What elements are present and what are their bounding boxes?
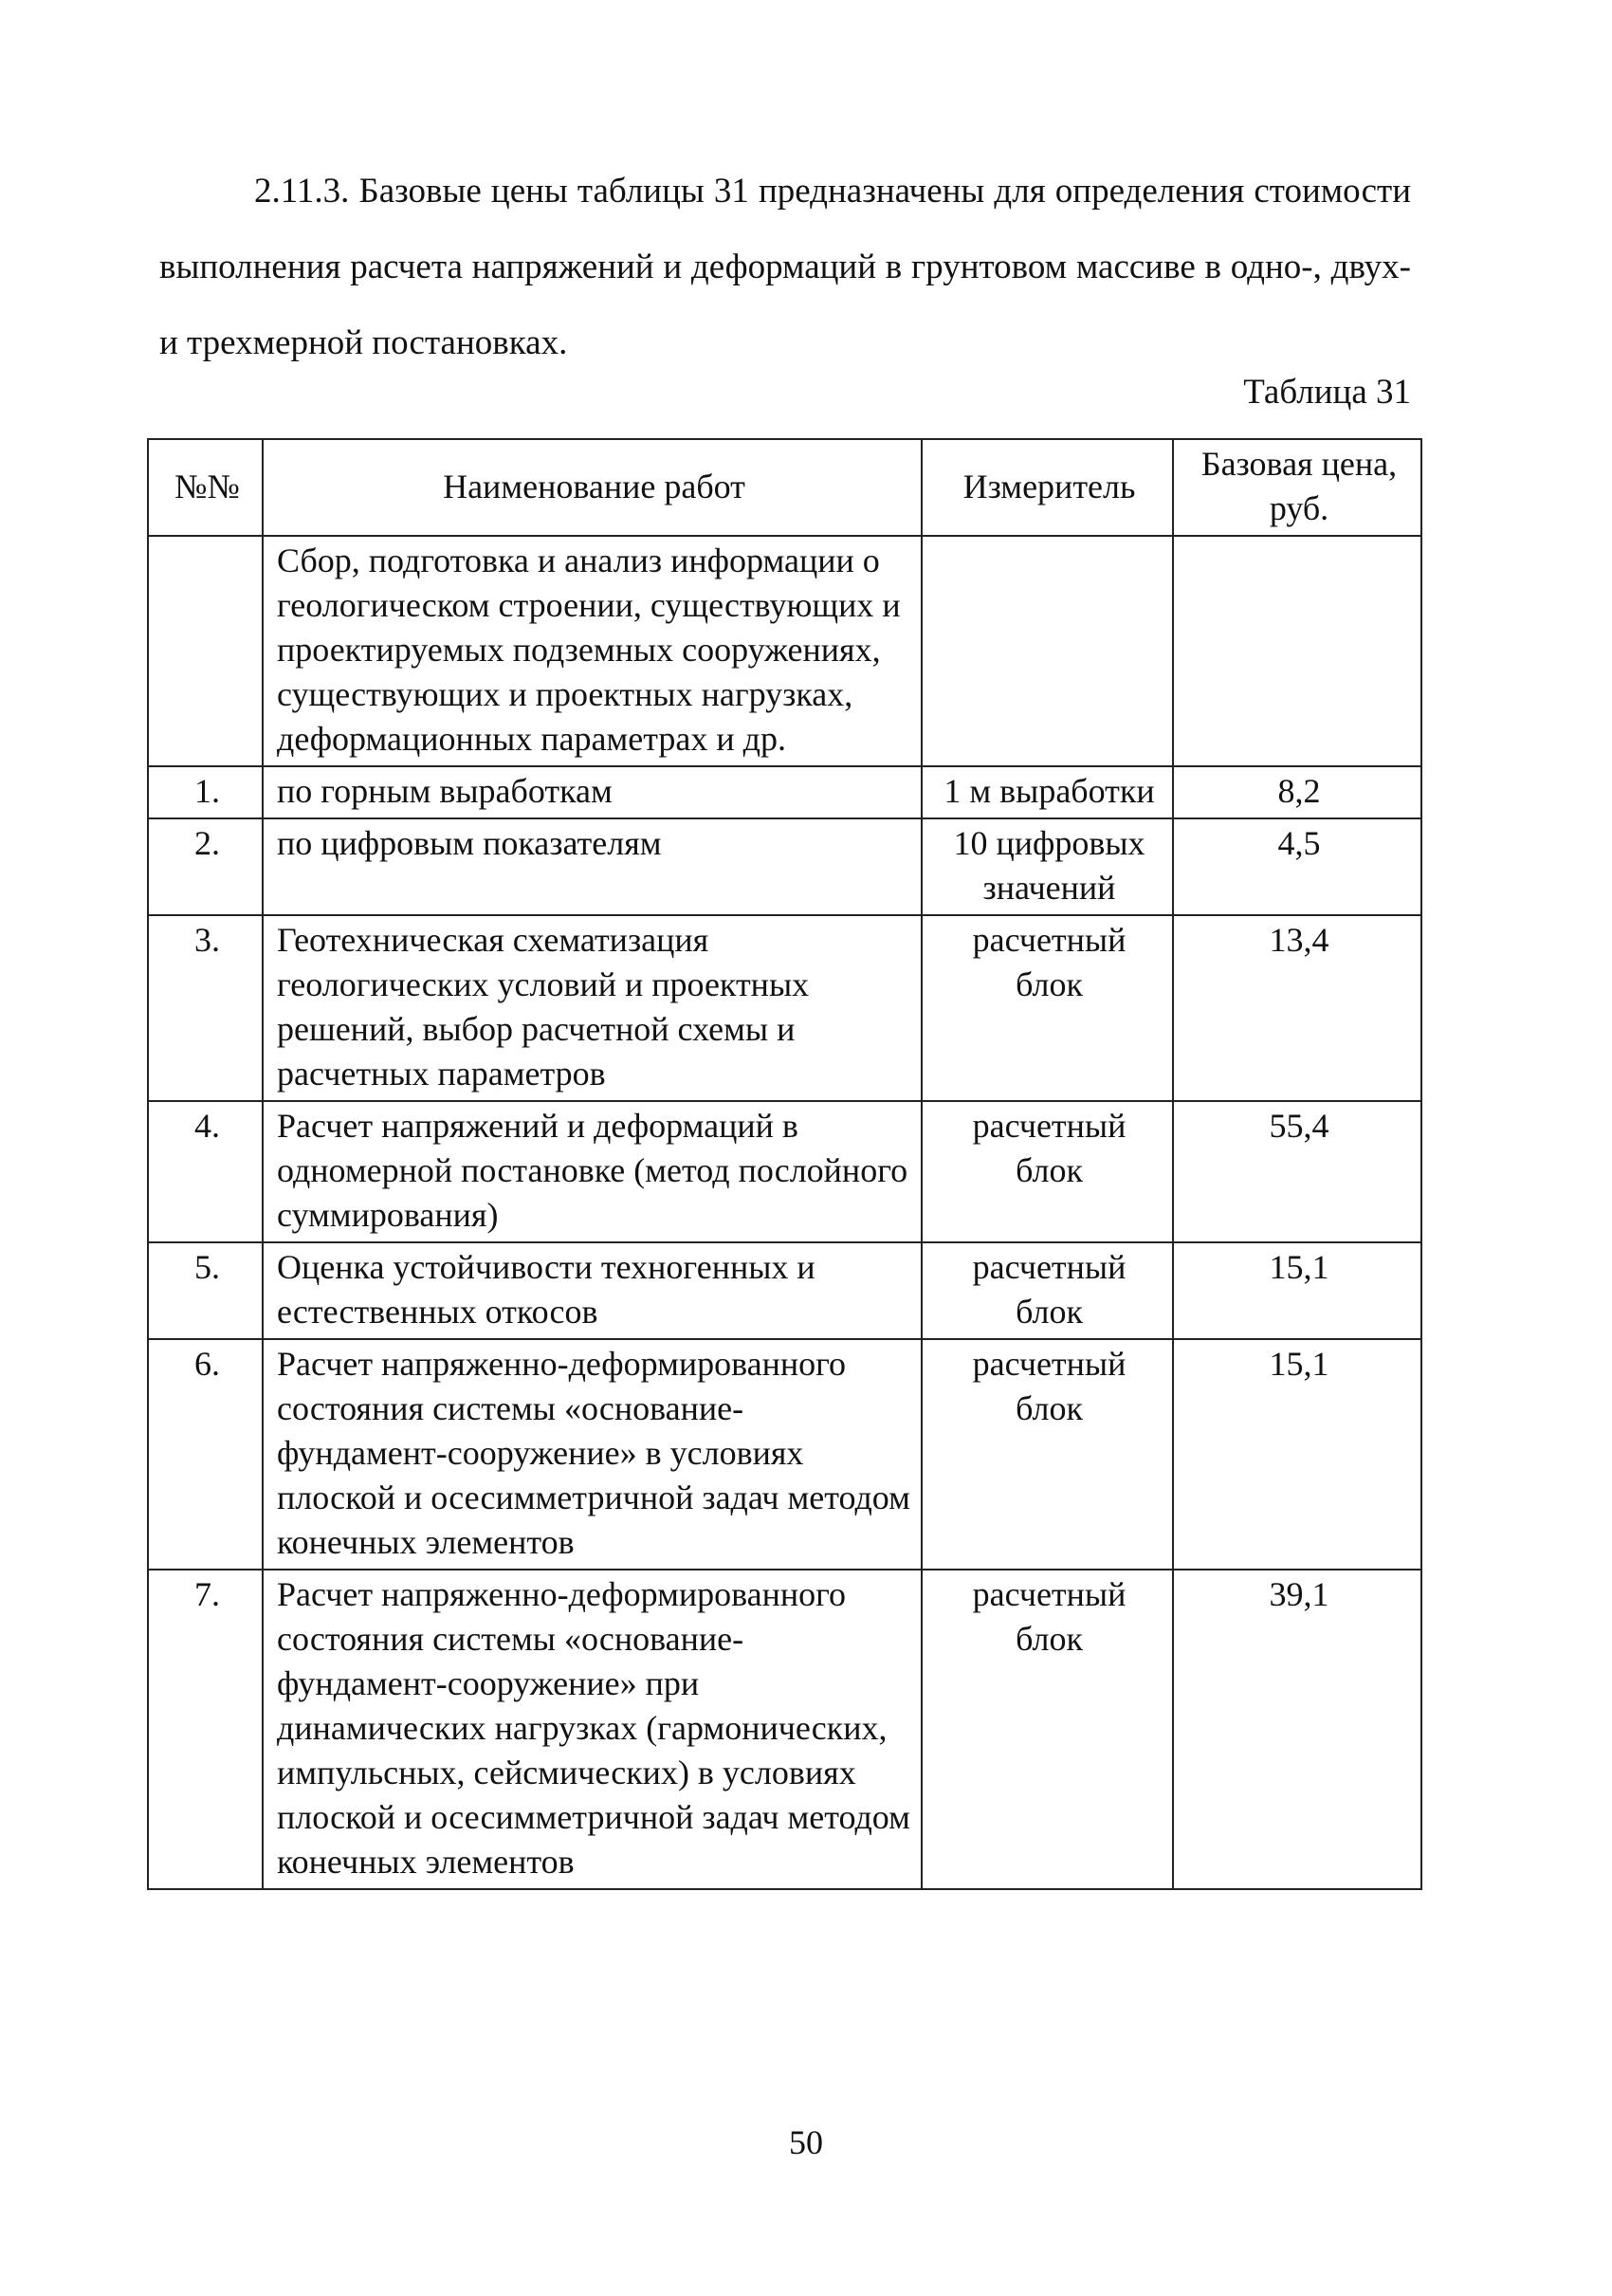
header-price: Базовая цена, руб. [1173,439,1421,536]
header-name: Наименование работ [263,439,922,536]
table-row [148,766,1421,818]
table-group-row [148,536,1421,766]
row-num: 7. [148,1570,263,1889]
table-row [148,818,1421,915]
row-unit: 1 м выработки [922,766,1173,818]
row-num: 3. [148,915,263,1101]
table-row [148,1242,1421,1339]
row-name: Расчет напряжений и деформаций в одномерной постановке (метод послойного суммирования) [263,1101,922,1242]
row-unit: 10 цифровых значений [922,818,1173,915]
table-row [148,1570,1421,1889]
prices-table [147,438,1422,1890]
table-row [148,1339,1421,1570]
row-name: по горным выработкам [263,766,922,818]
row-price: 8,2 [1173,766,1421,818]
row-name: Геотехническая схематизация геологических условий и проектных решений, выбор расчетной схемы и расчетных параметров [263,915,922,1101]
row-num: 5. [148,1242,263,1339]
group-num-cell [148,536,263,766]
group-price-cell [1173,536,1421,766]
table-row [148,1101,1421,1242]
group-name-cell: Сбор, подготовка и анализ информации о геологическом строении, существующих и проектируемых подземных сооружениях, существующих и проектных нагрузках, деформационных параметрах и др. [263,536,922,766]
row-unit: расчетный блок [922,1101,1173,1242]
row-price: 4,5 [1173,818,1421,915]
row-price: 15,1 [1173,1339,1421,1570]
row-unit: расчетный блок [922,1570,1173,1889]
row-num: 4. [148,1101,263,1242]
row-price: 39,1 [1173,1570,1421,1889]
table-caption: Таблица 31 [1243,373,1411,412]
table-header-row [148,439,1421,536]
row-name: Расчет напряженно-деформированного состояния системы «основание-фундамент-сооружение» при динамических нагрузках (гармонических, импульсных, сейсмических) в условиях плоской и осесимметричной задач методом конечных элементов [263,1570,922,1889]
row-price: 15,1 [1173,1242,1421,1339]
row-unit: расчетный блок [922,915,1173,1101]
row-num: 1. [148,766,263,818]
row-name: по цифровым показателям [263,818,922,915]
intro-paragraph: 2.11.3. Базовые цены таблицы 31 предназначены для определения стоимости выполнения расчета напряжений и деформаций в грунтовом массиве в одно-, двух- и трехмерной постановках. [159,172,1411,362]
header-unit: Измеритель [922,439,1173,536]
row-name: Оценка устойчивости техногенных и естественных откосов [263,1242,922,1339]
row-name: Расчет напряженно-деформированного состояния системы «основание-фундамент-сооружение» в условиях плоской и осесимметричной задач методом конечных элементов [263,1339,922,1570]
row-unit: расчетный блок [922,1242,1173,1339]
header-num: №№ [148,439,263,536]
row-num: 6. [148,1339,263,1570]
table-row [148,915,1421,1101]
group-unit-cell [922,536,1173,766]
row-price: 55,4 [1173,1101,1421,1242]
row-price: 13,4 [1173,915,1421,1101]
page-number: 50 [789,2123,823,2161]
row-num: 2. [148,818,263,915]
row-unit: расчетный блок [922,1339,1173,1570]
